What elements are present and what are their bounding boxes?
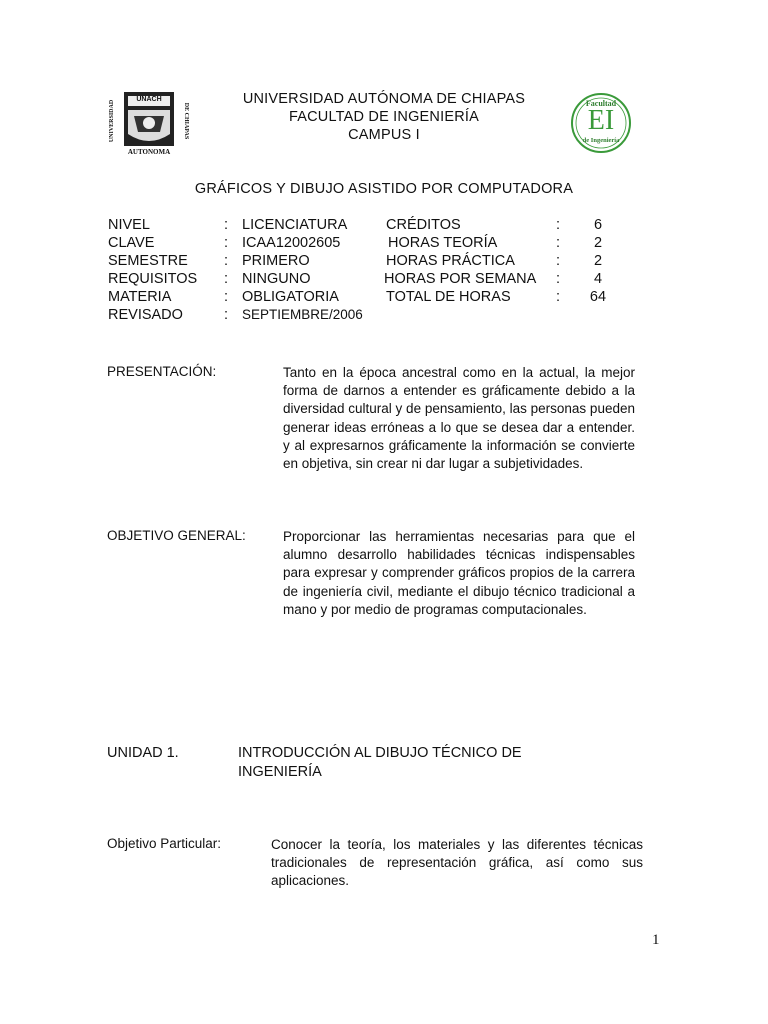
university-name: UNIVERSIDAD AUTÓNOMA DE CHIAPAS [242,91,526,107]
label-materia: MATERIA [108,289,172,305]
sep: : [224,289,229,305]
value-semestre: PRIMERO [242,253,310,269]
label-horas-teoria: HORAS TEORÍA [388,235,498,251]
value-total-horas: 64 [589,289,607,305]
label-requisitos: REQUISITOS [108,271,198,287]
unidad-title-line2: INGENIERÍA [238,764,322,780]
objetivo-general-label: OBJETIVO GENERAL: [107,528,246,543]
label-nivel: NIVEL [108,217,150,233]
value-requisitos: NINGUNO [242,271,311,287]
logo-top-text: Facultad [585,99,617,108]
logo-right-text: DE CHIAPAS [183,102,189,140]
value-horas-semana: 4 [593,271,603,287]
logo-bottom-text: de Ingeniería [582,137,620,144]
value-nivel: LICENCIATURA [242,217,348,233]
sep: : [224,253,229,269]
logo-bottom-text: AUTONOMA [127,148,171,156]
presentacion-text: Tanto en la época ancestral como en la actual, la mejor forma de darnos a entender es gráficamente debido a la diversidad cultural y de pensamiento, las personas pueden generar ideas erróneas a lo que se desea dar a entender. y al expresarnos gráficamente la información se convierte en objetiva, sin crear ni dar lugar a subjetividades. [283,365,635,472]
value-revisado: SEPTIEMBRE/2006 [242,307,363,322]
sep: : [224,217,229,233]
sep: : [556,271,561,287]
label-semestre: SEMESTRE [108,253,188,269]
presentacion-label: PRESENTACIÓN: [107,364,217,379]
label-creditos: CRÉDITOS [386,217,461,233]
label-horas-semana: HORAS POR SEMANA [384,271,537,287]
value-creditos: 6 [593,217,603,233]
sep: : [556,253,561,269]
objetivo-general-text: Proporcionar las herramientas necesarias para que el alumno desarrollo habilidades técnicas indispensables para expresar y comprender gráficos propios de la carrera de ingeniería civil, mediante el dibujo técnico tradicional a mano y por medio de programas computacionales. [283,529,635,617]
sep: : [224,235,229,251]
label-revisado: REVISADO [108,307,183,323]
value-clave: ICAA12002605 [242,235,341,251]
label-horas-practica: HORAS PRÁCTICA [386,253,515,269]
unidad-label: UNIDAD 1. [107,745,179,761]
logo-left-text: UNIVERSIDAD [109,99,115,143]
faculty-logo [570,92,632,154]
sep: : [556,217,561,233]
campus-name: CAMPUS I [348,127,420,143]
unidad-title-line1: INTRODUCCIÓN AL DIBUJO TÉCNICO DE [238,745,522,761]
value-horas-practica: 2 [593,253,603,269]
value-horas-teoria: 2 [593,235,603,251]
sep: : [556,289,561,305]
course-title: GRÁFICOS Y DIBUJO ASISTIDO POR COMPUTADORA [194,181,574,197]
objetivo-particular-label: Objetivo Particular: [107,836,222,851]
label-clave: CLAVE [108,235,155,251]
value-materia: OBLIGATORIA [242,289,339,305]
label-total-horas: TOTAL DE HORAS [386,289,511,305]
logo-badge-text: UNACH [136,96,162,103]
page-number: 1 [652,932,660,948]
sep: : [556,235,561,251]
faculty-name: FACULTAD DE INGENIERÍA [289,109,479,125]
sep: : [224,271,229,287]
sep: : [224,307,229,323]
objetivo-particular-text: Conocer la teoría, los materiales y las diferentes técnicas tradicionales de representación gráfica, así como sus aplicaciones. [271,837,643,889]
logo-ei-text: EI [587,105,615,136]
